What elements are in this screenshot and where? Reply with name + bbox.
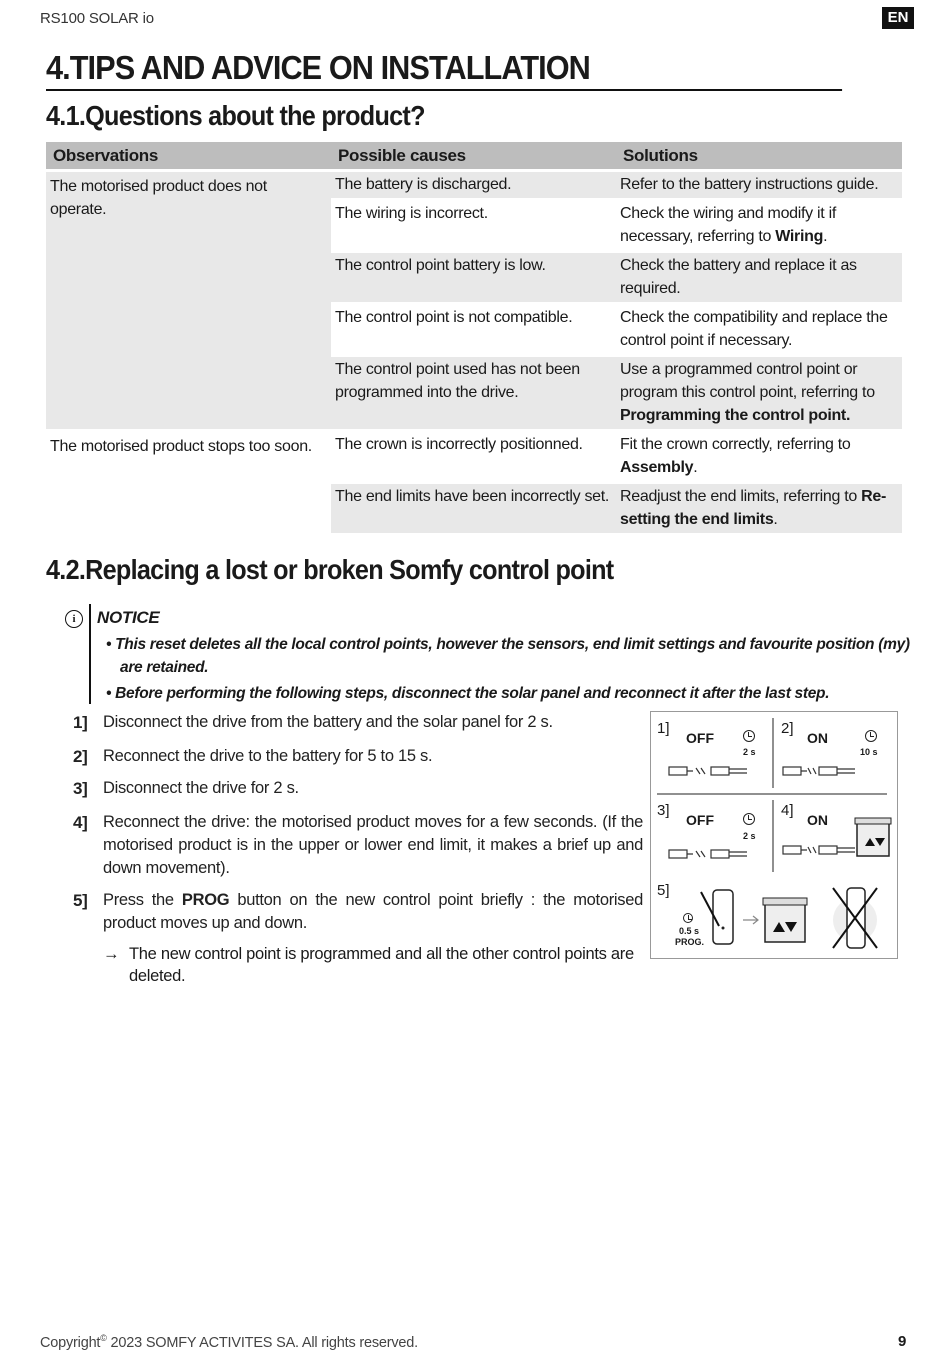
solution-cell [616,201,902,250]
panel-2-state: ON [807,730,828,746]
step-text: Reconnect the drive: the motorised product moves for a few seconds. (If the motorised product is in the upper or lower end limit, it makes a brief up and down movement). [103,813,643,877]
motor-up-down-icon [855,818,891,856]
table-row [331,253,902,302]
connector-disconnected-icon [669,850,747,858]
panel-3-state: OFF [686,812,714,828]
info-icon: i [65,610,83,628]
table-group [46,432,902,533]
cause-cell: The battery is discharged. [335,176,512,193]
step-number: 5] [73,891,88,910]
table-row [331,432,902,481]
panel-1-state: OFF [686,730,714,746]
notice-divider [89,604,91,704]
notice-bullet-text: This reset deletes all the local control points, however the sensors, end limit settings and favourite position (my) are retained. [115,636,910,676]
header-observations: Observations [53,146,159,165]
panel-4-state: ON [807,812,828,828]
step-result [103,943,643,987]
prog-keyword: PROG [181,891,230,909]
notice-bullet-text: Before performing the following steps, disconnect the solar panel and reconnect it after the last step. [115,685,830,702]
panel-5-label: 5] [657,882,670,899]
panel-3-time: 2 s [743,831,756,841]
solution-cell: Check the compatibility and replace the control point if necessary. [620,309,888,349]
cause-cell: The end limits have been incorrectly set. [335,488,610,505]
solution-reference: Assembly [620,459,694,476]
crossed-remote-icon [833,888,877,948]
table-row [331,484,902,533]
page-number: 9 [898,1333,907,1350]
cause-cell: The crown is incorrectly positionned. [335,436,583,453]
step-number: 4] [73,813,88,832]
panel-4-label: 4] [781,802,794,819]
cause-cell: The control point is not compatible. [335,309,573,326]
notice-title: NOTICE [97,608,160,627]
section-4-1-title: 4.1.Questions about the product? [46,100,425,131]
cause-cell: The control point battery is low. [335,257,546,274]
notice-bullet: • Before performing the following steps, disconnect the solar panel and reconnect it after the last step. [106,685,830,702]
header-solutions: Solutions [623,146,698,165]
step-number: 1] [73,713,88,732]
step-text-start: Press the [103,891,182,909]
panel-1-time: 2 s [743,747,756,757]
notice-bullet: • This reset deletes all the local control points, however the sensors, end limit settings and favourite position (my) are retained. [106,636,910,676]
footer-copyright [40,1333,418,1351]
step-item [73,777,643,800]
solution-text: Check the wiring and modify it if necessary, referring to [620,205,836,245]
step-item [73,745,643,768]
solution-end: . [823,228,828,245]
solution-reference: Wiring [775,228,824,245]
solution-reference: Re-setting the end limits [620,488,887,528]
solution-cell: Check the battery and replace it as required. [620,257,857,297]
clock-icon [683,913,693,923]
step-number: 2] [73,747,88,766]
header-possible-causes: Possible causes [338,146,466,165]
table-row [331,357,902,429]
copyright-symbol: © [100,1333,107,1343]
solution-cell [616,484,902,533]
copyright-rest: 2023 SOMFY ACTIVITES SA. All rights reserved. [106,1334,418,1351]
solution-cell [616,357,902,429]
panel-2-time: 10 s [860,747,878,757]
procedure-illustration [650,711,898,959]
connector-connected-icon [783,846,855,854]
arrow-right-icon: → [103,945,120,963]
cause-cell: The wiring is incorrect. [335,205,488,222]
solution-reference: Programming the control point. [620,407,851,424]
section-4-2-title: 4.2.Replacing a lost or broken Somfy control point [46,554,614,585]
clock-icon [865,730,877,742]
solution-text: Use a programmed control point or program this control point, referring to [620,361,875,401]
copyright-word: Copyright [40,1334,101,1351]
step-item [73,711,643,734]
panel-3-label: 3] [657,802,670,819]
troubleshooting-table [46,142,902,533]
step-text: Disconnect the drive for 2 s. [103,779,299,797]
cause-cell: The control point used has not been programmed into the drive. [335,361,580,401]
clock-icon [743,813,755,825]
connector-disconnected-icon [669,767,747,775]
step-text-end: button on the new control point briefly : the motorised product moves up and down. [103,891,643,932]
table-header-row [46,142,902,169]
result-text: The new control point is programmed and all the other control points are deleted. [129,945,634,985]
solution-text: Readjust the end limits, referring to [620,488,862,505]
section-4-title: 4.TIPS AND ADVICE ON INSTALLATION [46,48,842,91]
solution-text: Fit the crown correctly, referring to [620,436,851,453]
connector-connected-icon [783,767,855,775]
table-row [331,305,902,354]
step-text [103,889,643,935]
motor-up-down-icon [763,898,807,942]
panel-1-label: 1] [657,720,670,737]
solution-cell: Refer to the battery instructions guide. [620,176,879,193]
step-item [73,889,643,935]
observation-cell: The motorised product does not operate. [46,172,331,429]
observation-cell: The motorised product stops too soon. [46,432,331,533]
panel-2-label: 2] [781,720,794,737]
solution-end: . [693,459,698,476]
step-text: Disconnect the drive from the battery and the solar panel for 2 s. [103,713,553,731]
prog-button-label: PROG. [675,937,705,947]
clock-icon [743,730,755,742]
table-row [331,172,902,198]
table-row [331,201,902,250]
step-number: 3] [73,779,88,798]
solution-end: . [773,511,778,528]
table-group [46,172,902,429]
solution-cell [616,432,902,481]
language-badge: EN [882,7,914,29]
panel-5-time: 0.5 s [679,926,700,936]
step-text: Reconnect the drive to the battery for 5 to 15 s. [103,747,433,765]
header-product-name: RS100 SOLAR io [40,10,154,27]
step-item [73,811,643,880]
remote-prog-press-icon [701,890,758,944]
